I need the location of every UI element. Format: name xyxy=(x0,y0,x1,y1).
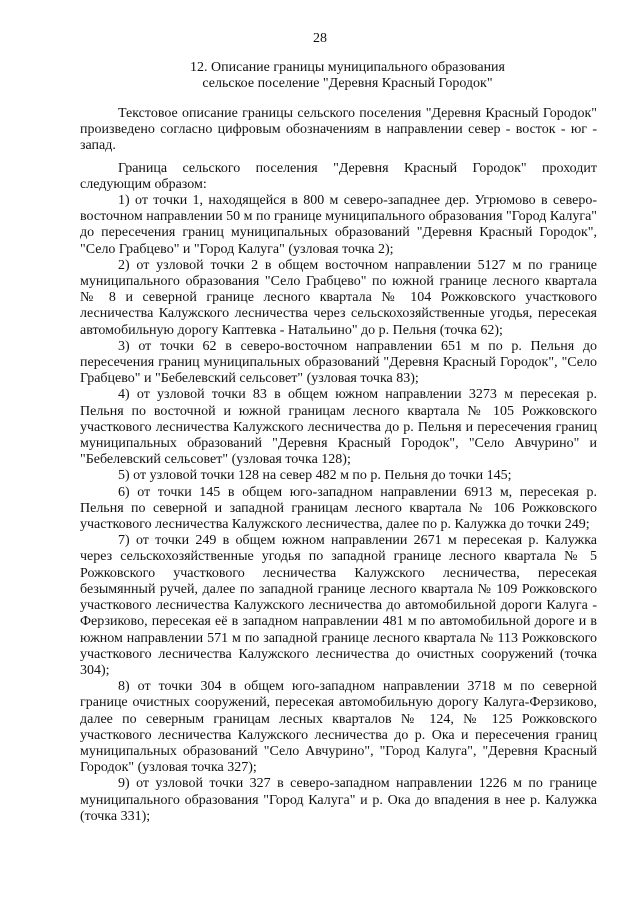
paragraph-item-4: 4) от узловой точки 83 в общем южном направлении 3273 м пересекая р. Пельня по восточной и южной границам лесного квартала № 105 Рожковского участкового лесничества Калужского лесничества до р. Пельня и пересечения границ муниципальных образований "Деревня Красный Городок", "Село Авчурино" и "Бебелевский сельсовет" (узловая точка 128); xyxy=(80,387,597,468)
paragraph-item-5: 5) от узловой точки 128 на север 482 м по р. Пельня до точки 145; xyxy=(118,468,512,484)
paragraph-item-7: 7) от точки 249 в общем южном направлении 2671 м пересекая р. Калужка через сельскохозяйственные угодья по западной границе лесного квартала № 5 Рожковского участкового лесничества Калужского лесничества, пересекая безымянный ручей, далее по западной границе лесного квартала № 109 Рожковского участкового лесничества Калужского лесничества до автомобильной дороги Калуга - Ферзиково, пересекая её в западном направлении 481 м по автомобильной дороге и в южном направлении 571 м по западной границе лесного квартала № 113 Рожковского участкового лесничества Калужского лесничества до очистных сооружений (точка 304); xyxy=(80,533,597,678)
paragraph-item-2: 2) от узловой точки 2 в общем восточном направлении 5127 м по границе муниципального образования "Село Грабцево" по южной границе лесного квартала № 8 и северной границе лесного квартала № 104 Рожковского участкового лесничества Калужского лесничества через сельскохозяйственные угодья, пересекая автомобильную дорогу Каптевка - Натальино" до р. Пельня (точка 62); xyxy=(80,257,597,338)
paragraph-lead: Граница сельского поселения "Деревня Красный Городок" проходит следующим образом: xyxy=(80,160,597,192)
paragraph-item-1: 1) от точки 1, находящейся в 800 м северо-западнее дер. Угрюмово в северо-восточном направлении 50 м по границе муниципального образования "Город Калуга" до пересечения границ муниципальных образований "Деревня Красный Городок", "Село Грабцево" и "Город Калуга" (узловая точка 2); xyxy=(80,193,597,257)
paragraph-item-3: 3) от точки 62 в северо-восточном направлении 651 м по р. Пельня до пересечения границ муниципальных образований "Деревня Красный Городок", "Село Грабцево" и "Бебелевский сельсовет" (узловая точка 83); xyxy=(80,338,597,387)
section-heading-line-2: сельское поселение "Деревня Красный Городок" xyxy=(202,76,493,91)
paragraph-item-8: 8) от точки 304 в общем юго-западном направлении 3718 м по северной границе очистных сооружений, пересекая автомобильную дорогу Калуга-Ферзиково, далее по северным границам лесных кварталов № 124, № 125 Рожковского участкового лесничества Калужского лесничества до р. Ока и пересечения границ муниципальных образований "Село Авчурино", "Город Калуга", "Деревня Красный Городок" (узловая точка 327); xyxy=(80,679,597,776)
paragraph-item-9: 9) от узловой точки 327 в северо-западном направлении 1226 м по границе муниципального образования "Город Калуга" и р. Ока до впадения в нее р. Калужка (точка 331); xyxy=(80,776,597,824)
page-number: 28 xyxy=(313,31,327,46)
section-heading-line-1: 12. Описание границы муниципального образования xyxy=(190,60,505,75)
document-body xyxy=(80,106,597,825)
paragraph-item-6: 6) от точки 145 в общем юго-западном направлении 6913 м, пересекая р. Пельня по северной и западной границам лесного квартала № 106 Рожковского участкового лесничества Калужского лесничества, далее по р. Калужка до точки 249; xyxy=(80,484,597,533)
paragraph-intro: Текстовое описание границы сельского поселения "Деревня Красный Городок" произведено согласно цифровым обозначениям в направлении север - восток - юг - запад. xyxy=(80,106,597,154)
section-heading xyxy=(80,60,615,92)
